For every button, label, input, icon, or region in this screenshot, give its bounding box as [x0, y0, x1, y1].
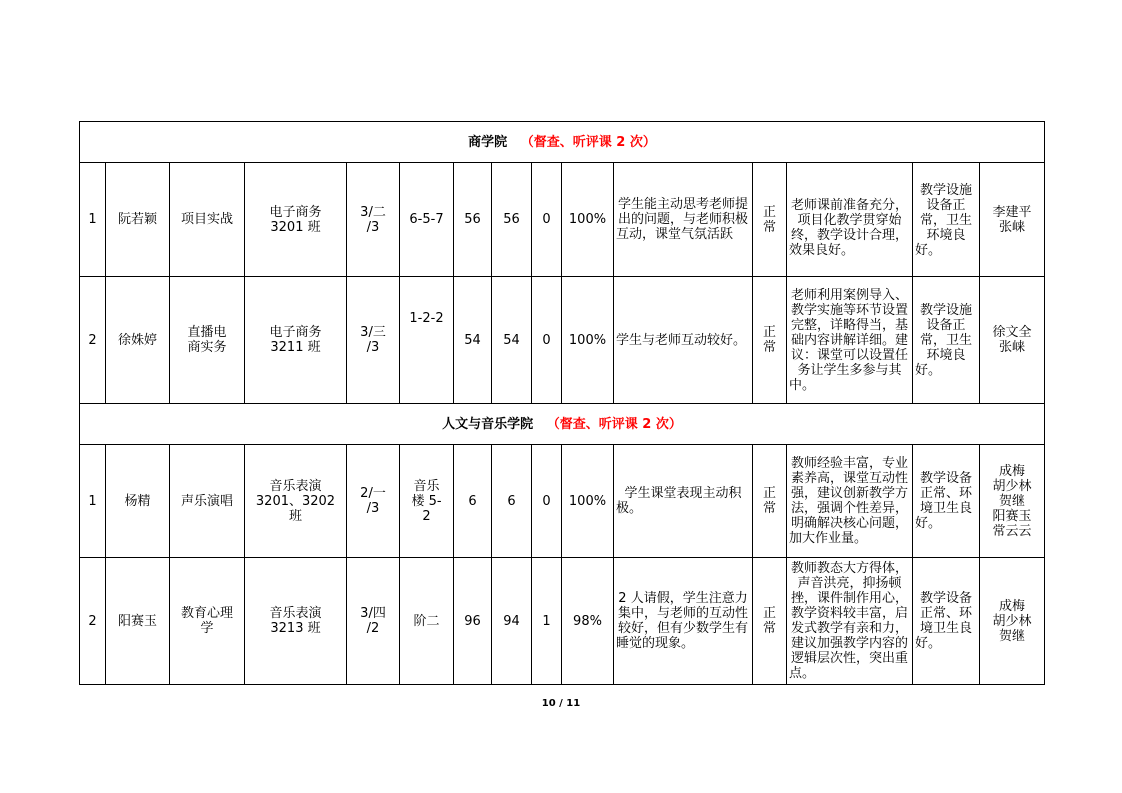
expected-count: 54 — [454, 277, 492, 404]
absent-count: 0 — [532, 277, 562, 404]
inspection-table — [79, 121, 1045, 685]
student-evaluation: 学生与老师互动较好。 — [614, 277, 753, 404]
facility-status: 教学设施设备正常，卫生环境良好。 — [913, 277, 980, 404]
course-name: 教育心理学 — [170, 558, 245, 685]
period-text: 1-2-2 — [409, 310, 444, 326]
facility-status: 教学设备正常、环境卫生良好。 — [913, 558, 980, 685]
expected-count: 56 — [454, 163, 492, 277]
row-no: 1 — [80, 445, 106, 558]
period: 阶二 — [400, 558, 454, 685]
attendance-rate: 100% — [562, 277, 614, 404]
actual-count: 94 — [492, 558, 532, 685]
inspectors: 李建平 张崃 — [980, 163, 1045, 277]
week-day: 3/四 /2 — [347, 558, 400, 685]
class-order: 正常 — [753, 445, 787, 558]
actual-count: 6 — [492, 445, 532, 558]
section-note: （督查、听评课 2 次） — [546, 416, 682, 432]
teacher-name: 徐姝婷 — [106, 277, 170, 404]
class-name: 音乐表演 3213 班 — [245, 558, 347, 685]
course-name: 声乐演唱 — [170, 445, 245, 558]
expected-count: 96 — [454, 558, 492, 685]
actual-count: 54 — [492, 277, 532, 404]
table-row — [80, 277, 1045, 404]
week-day: 3/二 /3 — [347, 163, 400, 277]
table-row — [80, 558, 1045, 685]
period: 6-5-7 — [400, 163, 454, 277]
table-row — [80, 163, 1045, 277]
section-header-humanities-music — [80, 404, 1045, 445]
teacher-evaluation: 教师教态大方得体，声音洪亮，抑扬顿挫，课件制作用心，教学资料较丰富，启发式教学有亲和力，建议加强教学内容的逻辑层次性，突出重点。 — [787, 558, 913, 685]
inspectors: 徐文全 张崃 — [980, 277, 1045, 404]
teacher-name: 阳赛玉 — [106, 558, 170, 685]
student-evaluation: 学生课堂表现主动积极。 — [614, 445, 753, 558]
section-title: 人文与音乐学院 — [442, 416, 534, 432]
class-name: 电子商务 3201 班 — [245, 163, 347, 277]
attendance-rate: 100% — [562, 445, 614, 558]
row-no: 2 — [80, 277, 106, 404]
page-number: 10 / 11 — [541, 698, 581, 709]
section-header-business — [80, 122, 1045, 163]
section-note: （督查、听评课 2 次） — [520, 134, 656, 150]
course-name: 直播电商实务 — [170, 277, 245, 404]
class-name: 音乐表演 3201、3202 班 — [245, 445, 347, 558]
course-name: 项目实战 — [170, 163, 245, 277]
teacher-name: 杨精 — [106, 445, 170, 558]
table-row — [80, 445, 1045, 558]
week-day: 2/一 /3 — [347, 445, 400, 558]
facility-status: 教学设备正常、环境卫生良好。 — [913, 445, 980, 558]
actual-count: 56 — [492, 163, 532, 277]
class-name: 电子商务 3211 班 — [245, 277, 347, 404]
class-order: 正常 — [753, 163, 787, 277]
row-no: 2 — [80, 558, 106, 685]
row-no: 1 — [80, 163, 106, 277]
period: 音乐楼 5-2 — [400, 445, 454, 558]
inspectors: 成梅 胡少林 贺继 阳赛玉 常云云 — [980, 445, 1045, 558]
section-title-cell — [80, 122, 1045, 163]
teacher-name: 阮若颖 — [106, 163, 170, 277]
attendance-rate: 98% — [562, 558, 614, 685]
absent-count: 0 — [532, 445, 562, 558]
teacher-evaluation: 教师经验丰富，专业素养高，课堂互动性强，建议创新教学方法，强调个性差异，明确解决核心问题，加大作业量。 — [787, 445, 913, 558]
expected-count: 6 — [454, 445, 492, 558]
period — [400, 277, 454, 404]
student-evaluation: 学生能主动思考老师提出的问题，与老师积极互动，课堂气氛活跃 — [614, 163, 753, 277]
facility-status: 教学设施设备正常，卫生环境良好。 — [913, 163, 980, 277]
class-order: 正常 — [753, 558, 787, 685]
attendance-rate: 100% — [562, 163, 614, 277]
section-title: 商学院 — [468, 134, 508, 150]
absent-count: 1 — [532, 558, 562, 685]
absent-count: 0 — [532, 163, 562, 277]
teacher-evaluation: 老师利用案例导入、教学实施等环节设置完整，详略得当，基础内容讲解详细。建议：课堂可以设置任务让学生多参与其中。 — [787, 277, 913, 404]
student-evaluation: 2 人请假，学生注意力集中，与老师的互动性较好，但有少数学生有睡觉的现象。 — [614, 558, 753, 685]
section-title-cell — [80, 404, 1045, 445]
week-day: 3/三 /3 — [347, 277, 400, 404]
teacher-evaluation: 老师课前准备充分，项目化教学贯穿始终，教学设计合理，效果良好。 — [787, 163, 913, 277]
inspectors: 成梅 胡少林 贺继 — [980, 558, 1045, 685]
class-order: 正常 — [753, 277, 787, 404]
